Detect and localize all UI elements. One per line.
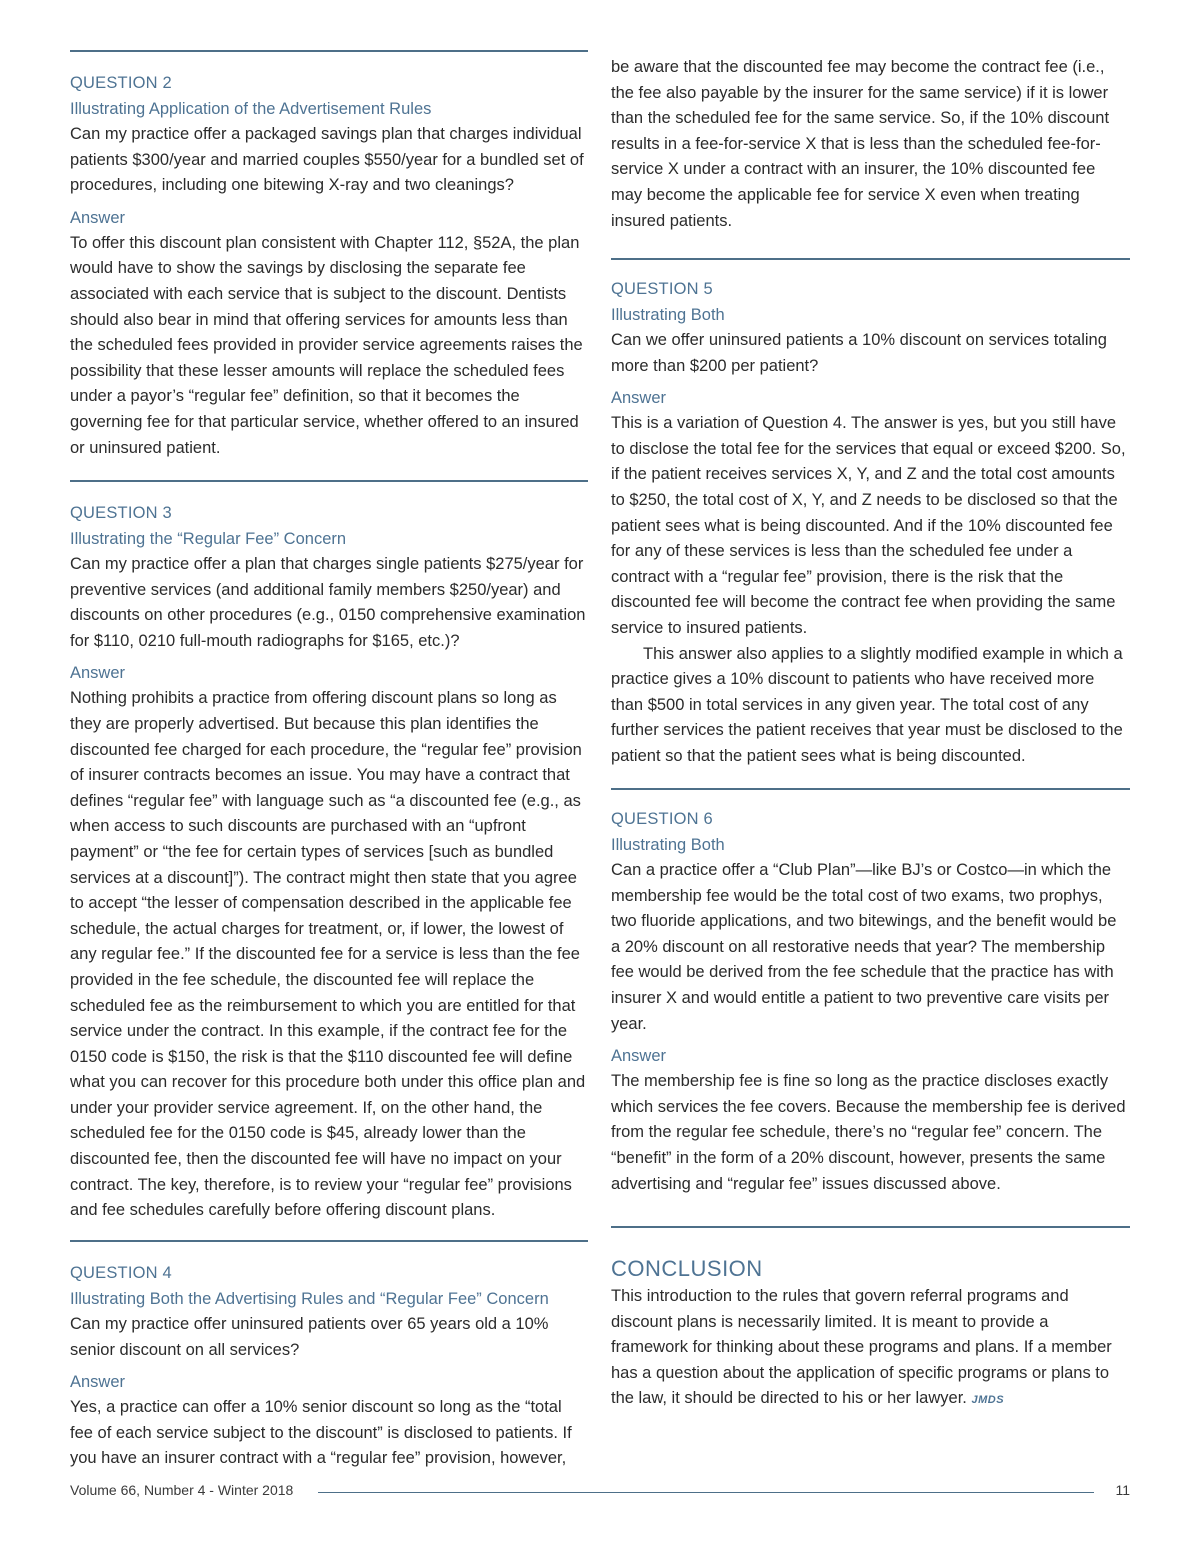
- issue-info: Volume 66, Number 4 - Winter 2018: [70, 1482, 294, 1498]
- footer-rule: [318, 1492, 1094, 1493]
- answer-text: To offer this discount plan consistent with Chapter 112, §52A, the plan would have to show the savings by disclosing the separate fee associated with each service that is subject to the discount. Dentists should also bear in mind that offering services for amounts less than the scheduled fees provided in provider service agreements raises the possibility that these lesser amounts will replace the scheduled fees under a payor’s “regular fee” definition, so that it becomes the governing fee for that particular service, whether offered to an insured or uninsured patient.: [70, 233, 583, 457]
- conclusion-text: [611, 1284, 1130, 1414]
- question-subtitle: Illustrating Both: [611, 836, 725, 854]
- question-subtitle: Illustrating Application of the Advertisement Rules: [70, 100, 432, 118]
- question-text: Can my practice offer uninsured patients over 65 years old a 10% senior discount on all services?: [70, 1315, 549, 1359]
- question-text: Can we offer uninsured patients a 10% discount on services totaling more than $200 per patient?: [611, 331, 1107, 375]
- question-subtitle: Illustrating the “Regular Fee” Concern: [70, 530, 347, 548]
- answer-text: This is a variation of Question 4. The answer is yes, but you still have to disclose the total fee for the services that equal or exceed $200. So, if the patient receives services X, Y, and Z and the total cost amounts to $250, the total cost of X, Y, and Z needs to be disclosed so that the patient sees what is being discounted. And if the 10% discounted fee for any of these services is less than the scheduled fee under a contract with a “regular fee” provision, there is the risk that the discounted fee will become the contract fee when providing the same service to insured patients.: [611, 414, 1126, 637]
- question-4-continued: [611, 55, 1130, 234]
- page-footer: [70, 1482, 1130, 1502]
- question-subtitle: Illustrating Both the Advertising Rules and “Regular Fee” Concern: [70, 1290, 549, 1308]
- answer-label: Answer: [70, 1373, 126, 1392]
- answer-label: Answer: [611, 1047, 667, 1066]
- question-5-section: [611, 258, 1130, 770]
- question-text: Can a practice offer a “Club Plan”—like BJ’s or Costco—in which the membership fee would be the total cost of two exams, two prophys, two fluoride applications, and two bitewings, and the benefit would be a 20% discount on all restorative needs that year? The membership fee would be derived from the fee schedule that the practice has with insurer X and would entitle a patient to two preventive care visits per year.: [611, 861, 1117, 1033]
- conclusion-heading: CONCLUSION: [611, 1256, 763, 1281]
- answer-label: Answer: [70, 664, 126, 683]
- question-label: QUESTION 4: [70, 1264, 172, 1282]
- question-text: Can my practice offer a plan that charges single patients $275/year for preventive services (and additional family members $250/year) and discounts on other procedures (e.g., 0150 comprehensive examination for $110, 0210 full-mouth radiographs for $165, etc.)?: [70, 555, 586, 650]
- answer-label: Answer: [70, 208, 126, 227]
- question-6-section: [611, 788, 1130, 1197]
- answer-text-paragraph-2: This answer also applies to a slightly modified example in which a practice gives a 10% discount to patients who have received more than $500 in total services in any given year. The total cost of any further services the patient receives that year must be disclosed to the patient so that the patient sees what is being discounted.: [611, 644, 1123, 765]
- question-3-section: [70, 480, 588, 1224]
- conclusion-section: [611, 1226, 1130, 1414]
- question-label: QUESTION 2: [70, 74, 172, 92]
- conclusion-body: This introduction to the rules that govern referral programs and discount plans is necessarily limited. It is meant to provide a framework for thinking about these programs and plans. If a member has a question about the application of specific programs or plans to the law, it should be directed to his or her lawyer.: [611, 1287, 1112, 1408]
- question-text: Can my practice offer a packaged savings plan that charges individual patients $300/year and married couples $550/year for a bundled set of procedures, including one bitewing X-ray and two cleanings?: [70, 125, 584, 195]
- question-label: QUESTION 5: [611, 280, 713, 298]
- answer-text-continued: be aware that the discounted fee may become the contract fee (i.e., the fee also payable by the insurer for the same service) if it is lower than the scheduled fee for the same service. So, if the 10% discount results in a fee-for-service X that is less than the scheduled fee-for-service X under a contract with an insurer, the 10% discounted fee may become the applicable fee for service X even when treating insured patients.: [611, 58, 1110, 230]
- page-number: 11: [1115, 1482, 1130, 1498]
- question-label: QUESTION 6: [611, 810, 713, 828]
- answer-label: Answer: [611, 389, 667, 408]
- answer-text: The membership fee is fine so long as the practice discloses exactly which services the fee covers. Because the membership fee is derived from the regular fee schedule, there’s no “regular fee” concern. The “benefit” in the form of a 20% discount, however, presents the same advertising and “regular fee” issues discussed above.: [611, 1072, 1126, 1193]
- journal-signature: JMDS: [971, 1394, 1005, 1407]
- question-subtitle: Illustrating Both: [611, 306, 725, 324]
- question-4-section: [70, 1240, 588, 1472]
- question-label: QUESTION 3: [70, 504, 172, 522]
- question-2-section: [70, 50, 588, 461]
- answer-text: Nothing prohibits a practice from offering discount plans so long as they are properly advertised. But because this plan identifies the discounted fee charged for each procedure, the “regular fee” provision of insurer contracts becomes an issue. You may have a contract that defines “regular fee” with language such as “a discounted fee (e.g., as when access to such discounts are purchased with an “upfront payment” or “the fee for certain types of services [such as bundled services at a discount]”). The contract might then state that you agree to accept “the lesser of compensation described in the applicable fee schedule, the actual charges for treatment, or, if lower, the lowest of any regular fee.” If the discounted fee for a service is less than the fee provided in the fee schedule, the discounted fee will replace the scheduled fee as the reimbursement to which you are entitled for that service under the contract. In this example, if the contract fee for the 0150 code is $150, the risk is that the $110 discounted fee will define what you can recover for this procedure both under this office plan and under your provider service agreement. If, on the other hand, the scheduled fee for the 0150 code is $45, already lower than the discounted fee, then the discounted fee will have no impact on your contract. The key, therefore, is to review your “regular fee” provisions and fee schedules carefully before offering discount plans.: [70, 689, 586, 1220]
- answer-text: Yes, a practice can offer a 10% senior discount so long as the “total fee of each service subject to the discount” is disclosed to patients. If you have an insurer contract with a “regular fee” provision, however,: [70, 1398, 572, 1468]
